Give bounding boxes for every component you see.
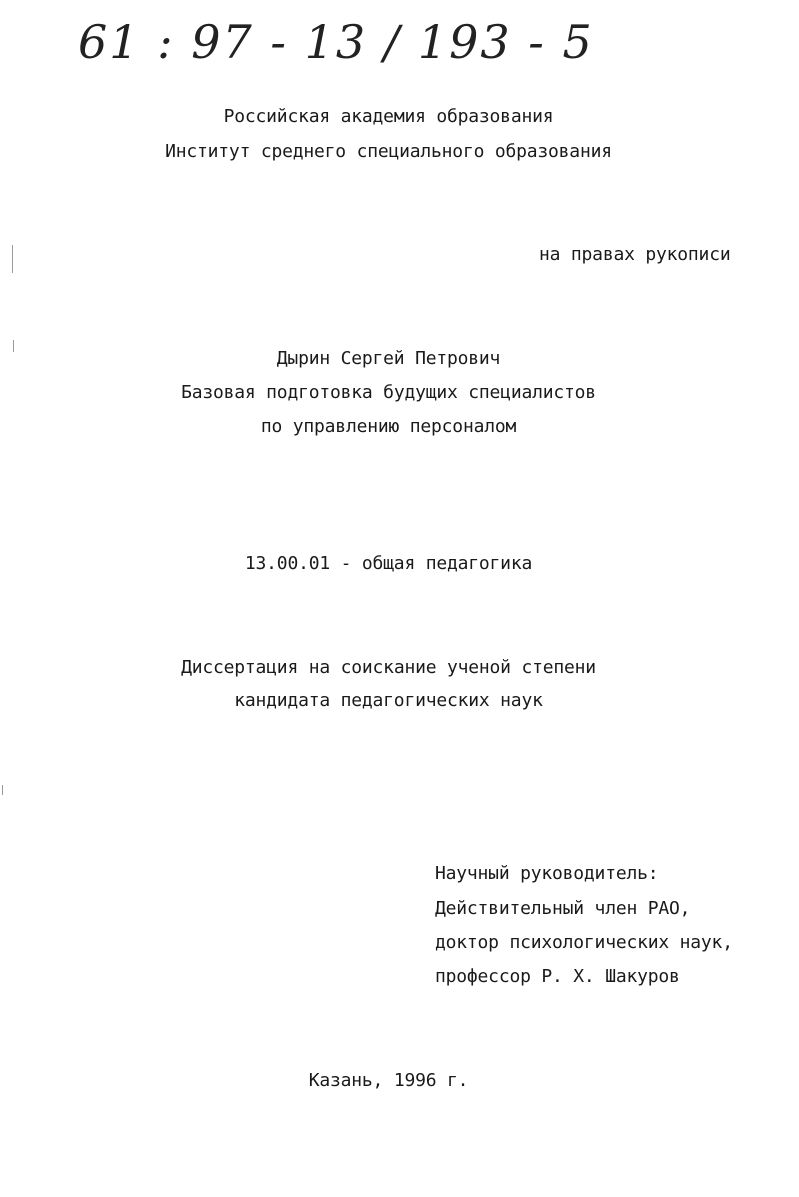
dissertation-title-line-1: Базовая подготовка будущих специалистов — [181, 382, 596, 403]
handwritten-archive-mark — [78, 6, 594, 84]
archive-mark-text: 61 : 97 - 13 / 193 - 5 — [78, 15, 594, 69]
supervisor-line-2: доктор психологических наук, — [435, 932, 733, 953]
institute-name: Институт среднего специального образования — [165, 141, 612, 162]
degree-line-1: Диссертация на соискание ученой степени — [181, 657, 596, 678]
supervisor-label: Научный руководитель: — [435, 863, 659, 884]
specialty-code: 13.00.01 - общая педагогика — [244, 553, 533, 574]
manuscript-note: на правах рукописи — [539, 244, 731, 265]
supervisor-line-1: Действительный член РАО, — [435, 898, 691, 919]
scan-speck — [12, 245, 13, 273]
supervisor-line-3: профессор Р. Х. Шакуров — [435, 966, 680, 987]
scan-speck — [13, 340, 14, 352]
degree-line-2: кандидата педагогических наук — [234, 690, 543, 711]
place-and-date: Казань, 1996 г. — [308, 1070, 469, 1091]
author-name: Дырин Сергей Петрович — [276, 348, 501, 369]
dissertation-title-line-2: по управлению персоналом — [260, 416, 517, 437]
scan-speck — [2, 785, 3, 795]
academy-name: Российская академия образования — [223, 106, 554, 127]
